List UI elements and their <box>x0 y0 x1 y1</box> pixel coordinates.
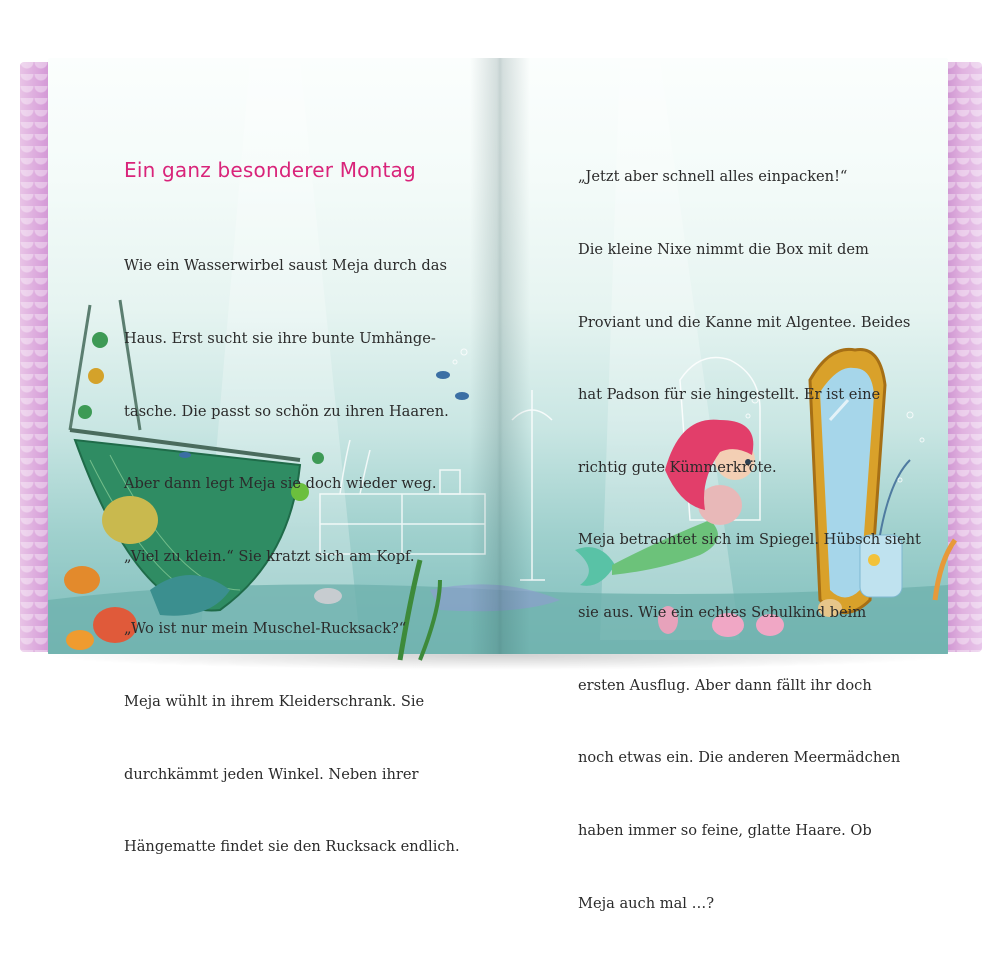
text-line: Die kleine Nixe nimmt die Box mit dem <box>578 241 869 259</box>
text-line: ersten Ausflug. Aber dann fällt ihr doch <box>578 676 872 694</box>
left-page-text <box>124 206 460 908</box>
text-line: noch etwas ein. Die anderen Meermädchen <box>578 749 901 767</box>
text-line: „Wo ist nur mein Muschel-Rucksack?“ <box>124 620 407 638</box>
text-line: sie aus. Wie ein echtes Schulkind beim <box>578 604 867 622</box>
text-line: Wie ein Wasserwirbel saust Meja durch das <box>124 257 447 275</box>
chapter-heading: Ein ganz besonderer Montag <box>124 158 416 182</box>
text-line: tasche. Die passt so schön zu ihren Haaren. <box>124 402 449 420</box>
text-line: Meja auch mal …? <box>578 894 715 912</box>
text-line: Hängematte findet sie den Rucksack endlich. <box>124 838 460 856</box>
text-line: „Viel zu klein.“ Sie kratzt sich am Kopf. <box>124 547 415 565</box>
text-line: Haus. Erst sucht sie ihre bunte Umhänge- <box>124 330 436 348</box>
text-line: haben immer so feine, glatte Haare. Ob <box>578 821 872 839</box>
text-line: richtig gute Kümmerkröte. <box>578 458 777 476</box>
text-line: „Jetzt aber schnell alles einpacken!“ <box>578 168 848 186</box>
text-line: Meja wühlt in ihrem Kleiderschrank. Sie <box>124 693 425 711</box>
right-page-text <box>578 117 921 964</box>
text-line: durchkämmt jeden Winkel. Neben ihrer <box>124 765 419 783</box>
text-line: Meja betrachtet sich im Spiegel. Hübsch sieht <box>578 531 921 549</box>
text-line: Aber dann legt Meja sie doch wieder weg. <box>124 475 437 493</box>
text-line: Proviant und die Kanne mit Algentee. Beides <box>578 313 911 331</box>
text-line: hat Padson für sie hingestellt. Er ist eine <box>578 386 881 404</box>
